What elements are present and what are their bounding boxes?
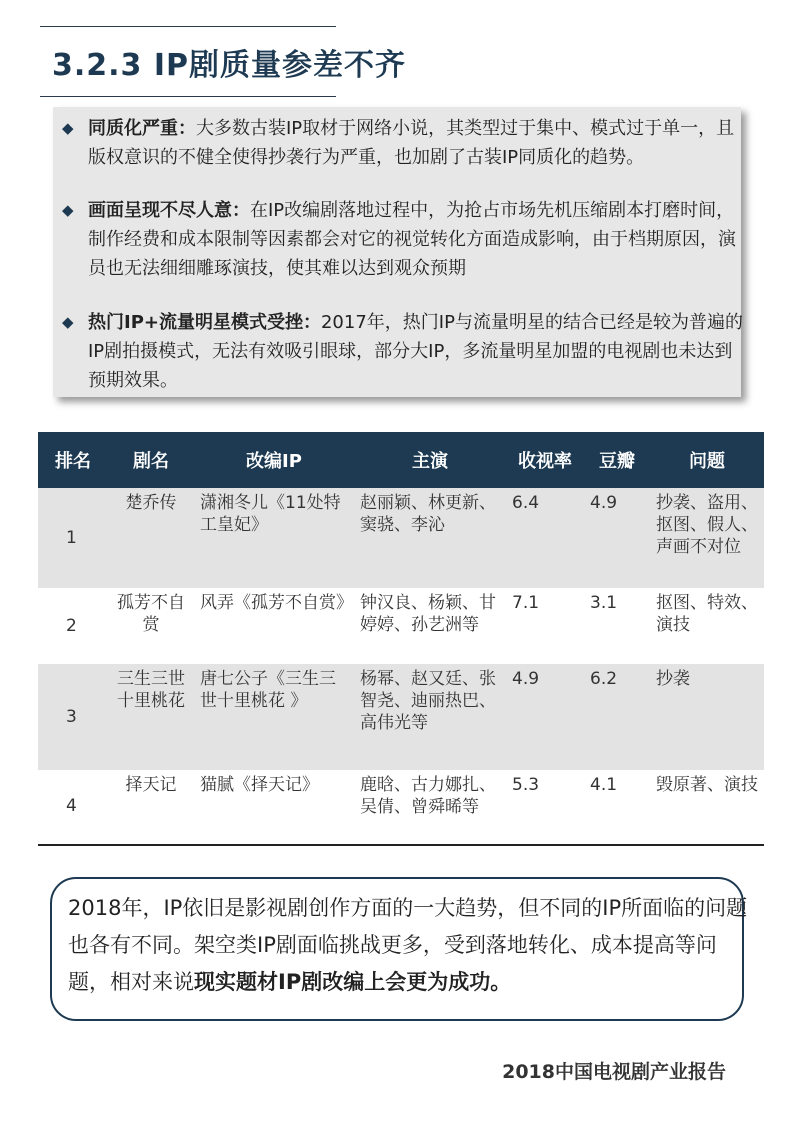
bullet-text: 2017年，热门IP与流量明星的结合已经是较为普遍的IP剧拍摄模式，无法有效吸引眼球，部分大IP，多流量明星加盟的电视剧也未达到预期效果。 — [88, 312, 743, 391]
header-rank: 排名 — [38, 432, 108, 488]
title-bottom-rule — [40, 96, 336, 97]
header-douban: 豆瓣 — [584, 432, 650, 488]
bullet-label: 同质化严重： — [88, 118, 196, 139]
cell-cast: 钟汉良、杨颖、甘婷婷、孙艺洲等 — [360, 593, 496, 635]
cell-rank: 3 — [38, 664, 108, 770]
cell-issue: 抄袭 — [650, 664, 764, 770]
cell-douban: 4.9 — [584, 488, 650, 588]
ip-drama-table — [38, 432, 764, 842]
table-row — [38, 664, 764, 770]
cell-rank: 2 — [66, 616, 77, 636]
title-top-rule — [40, 26, 336, 27]
cell-douban: 4.1 — [590, 775, 618, 795]
cell-rating: 6.4 — [506, 488, 584, 588]
cell-issue: 抄袭、盗用、抠图、假人、声画不对位 — [650, 488, 764, 588]
cell-cast: 杨幂、赵又廷、张智尧、迪丽热巴、高伟光等 — [354, 664, 506, 770]
header-cast: 主演 — [354, 432, 506, 488]
cell-rating: 4.9 — [506, 664, 584, 770]
summary-text: 2018年，IP依旧是影视剧创作方面的一大趋势，但不同的IP所面临的问题也各有不同。架空类IP剧面临挑战更多，受到落地转化、成本提高等问题，相对来说 — [68, 896, 748, 994]
bullet-homogeneity — [62, 114, 748, 172]
cell-rating: 7.1 — [512, 593, 540, 613]
cell-issue: 毁原著、演技 — [656, 775, 758, 795]
bullet-label: 画面呈现不尽人意： — [88, 200, 250, 221]
cell-douban: 6.2 — [584, 664, 650, 770]
cell-drama: 孤芳不自赏 — [117, 593, 185, 635]
header-ip: 改编IP — [194, 432, 354, 488]
bullet-label: 热门IP+流量明星模式受挫： — [88, 312, 321, 333]
cell-drama: 楚乔传 — [108, 488, 194, 588]
cell-ip: 风弄《孤芳不自赏》 — [200, 593, 353, 613]
header-drama: 剧名 — [108, 432, 194, 488]
summary-callout-text — [68, 890, 748, 1001]
cell-issue: 抠图、特效、演技 — [656, 593, 758, 635]
cell-douban: 3.1 — [590, 593, 618, 613]
cell-rank: 4 — [66, 796, 77, 816]
table-header-row — [38, 432, 764, 488]
summary-bold-text: 现实题材IP剧改编上会更为成功。 — [194, 970, 512, 994]
header-rating: 收视率 — [506, 432, 584, 488]
cell-ip: 潇湘冬儿《11处特工皇妃》 — [194, 488, 354, 588]
table-row — [38, 588, 764, 664]
diamond-bullet-icon: ◆ — [62, 201, 74, 219]
bullet-text: 在IP改编剧落地过程中，为抢占市场先机压缩剧本打磨时间，制作经费和成本限制等因素都会对它的视觉转化方面造成影响，由于档期原因，演员也无法细细雕琢演技，使其难以达到观众预期 — [88, 200, 736, 279]
cell-rank: 1 — [38, 488, 108, 588]
cell-cast: 赵丽颖、林更新、窦骁、李沁 — [354, 488, 506, 588]
cell-cast: 鹿晗、古力娜扎、吴倩、曾舜晞等 — [360, 775, 496, 817]
cell-ip: 猫腻《择天记》 — [200, 775, 319, 795]
section-title: 3.2.3 IP剧质量参差不齐 — [52, 48, 407, 83]
report-footer: 2018中国电视剧产业报告 — [502, 1061, 726, 1083]
cell-ip: 唐七公子《三生三世十里桃花 》 — [194, 664, 354, 770]
cell-drama: 三生三世十里桃花 — [108, 664, 194, 770]
cell-drama: 择天记 — [125, 775, 177, 795]
table-bottom-rule — [38, 844, 764, 846]
header-issue: 问题 — [650, 432, 764, 488]
bullet-visual-quality — [62, 196, 748, 283]
bullet-text: 大多数古装IP取材于网络小说，其类型过于集中、模式过于单一，且版权意识的不健全使得抄袭行为严重，也加剧了古装IP同质化的趋势。 — [88, 118, 735, 168]
diamond-bullet-icon: ◆ — [62, 119, 74, 137]
table-row — [38, 770, 764, 842]
bullet-star-model — [62, 308, 748, 395]
diamond-bullet-icon: ◆ — [62, 313, 74, 331]
cell-rating: 5.3 — [512, 775, 540, 795]
table-row — [38, 488, 764, 588]
